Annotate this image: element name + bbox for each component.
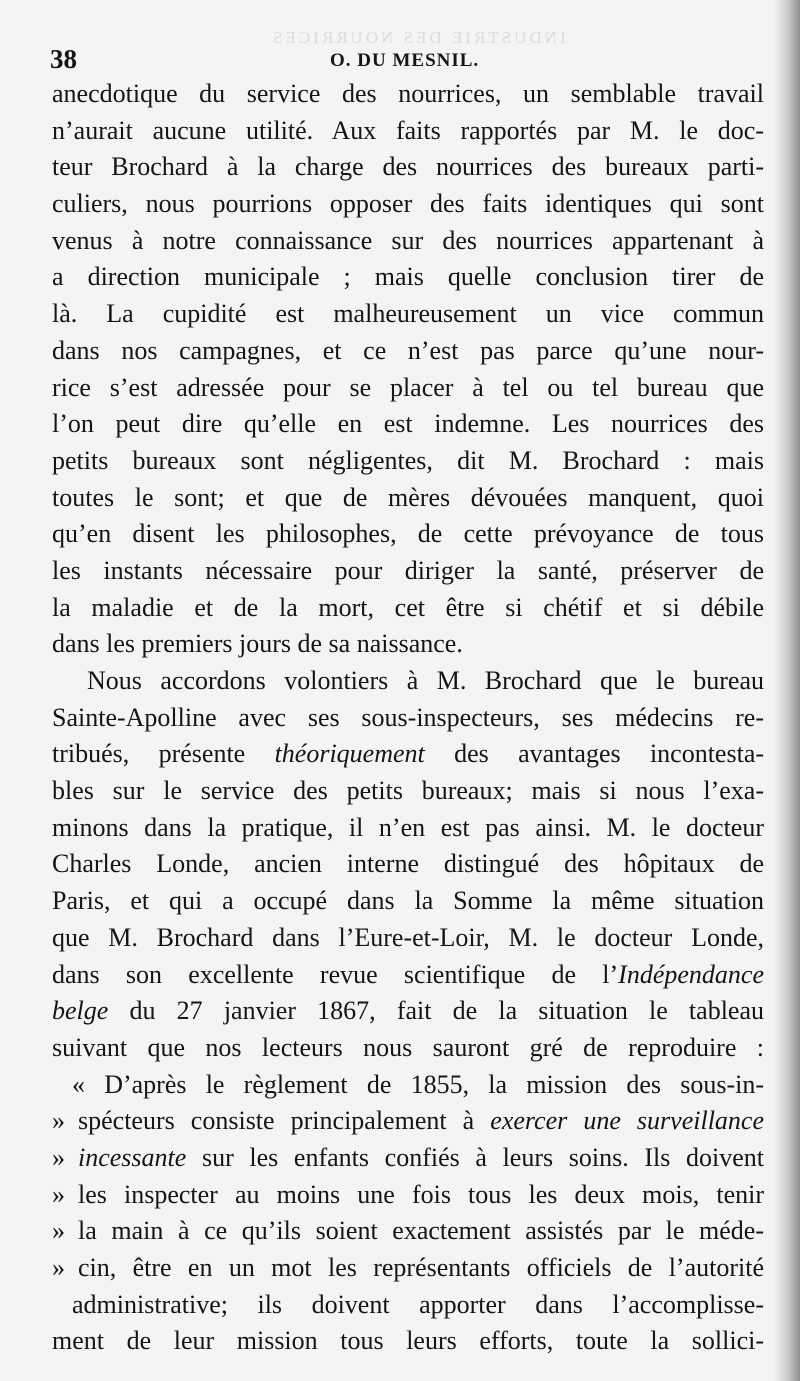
text-line: toutes le sont; et que de mères dévouées manquent, quoi (52, 482, 764, 512)
quote-line (52, 1250, 764, 1287)
text-span: des avantages incontesta- (454, 739, 765, 769)
body-text (52, 76, 764, 1360)
text-line (52, 736, 764, 773)
text-span: sur les enfants confiés à leurs soins. Ils doivent (201, 1142, 764, 1172)
text-line: minons dans la pratique, il n’en est pas ainsi. M. le docteur (52, 812, 764, 842)
quote-line (52, 1140, 764, 1177)
text-line: teur Brochard à la charge des nourrices des bureaux parti- (52, 152, 764, 182)
text-line: les instants nécessaire pour diriger la santé, préserver de (52, 555, 764, 585)
text-line (52, 993, 764, 1030)
text-line: anecdotique du service des nourrices, un semblable travail (52, 79, 764, 108)
text-line: culiers, nous pourrions opposer des faits identiques qui sont (52, 189, 764, 219)
italic-span: incessante (78, 1142, 187, 1172)
quote-line: ment de leur mission tous leurs efforts, toute la sollici- (52, 1326, 764, 1356)
text-span: les inspecter au moins une fois tous les deux mois, tenir (78, 1179, 764, 1209)
text-line: rice s’est adressée pour se placer à tel ou tel bureau que (52, 372, 764, 402)
running-header (50, 38, 750, 78)
page-edge-shadow (774, 0, 800, 1381)
guillemet: » (52, 1216, 65, 1246)
text-line: là. La cupidité est malheureusement un vice commun (52, 299, 764, 329)
paragraph-start-line: Nous accordons volontiers à M. Brochard que le bureau (87, 666, 764, 695)
text-line: suivant que nos lecteurs nous sauront gré de reproduire : (52, 1032, 764, 1062)
italic-span: théoriquement (274, 739, 425, 769)
text-line: n’aurait aucune utilité. Aux faits rapportés par M. le doc- (52, 115, 764, 145)
page-number: 38 (50, 44, 77, 74)
quote-line: administrative; ils doivent apporter dans l’accomplisse- (72, 1289, 764, 1319)
italic-span: exercer une surveillance (490, 1106, 765, 1136)
quote-start-line: « D’après le règlement de 1855, la mission des sous-in- (72, 1069, 764, 1099)
italic-span: Indépendance (618, 959, 764, 989)
guillemet: » (52, 1253, 65, 1282)
text-line: petits bureaux sont négligentes, dit M. Brochard : mais (52, 445, 764, 475)
running-title: O. DU MESNIL. (330, 50, 480, 71)
text-line (52, 957, 764, 994)
guillemet: » (52, 1179, 65, 1209)
text-line: Paris, et qui a occupé dans la Somme la même situation (52, 886, 764, 916)
text-line: la maladie et de la mort, cet être si chétif et si débile (52, 592, 764, 622)
text-span: cin, être en un mot les représentants officiels de l’autorité (78, 1253, 764, 1282)
text-line: venus à notre connaissance sur des nourrices appartenant à (52, 225, 764, 255)
text-line: l’on peut dire qu’elle en est indemne. Les nourrices des (52, 409, 764, 439)
text-line: Charles Londe, ancien interne distingué des hôpitaux de (52, 849, 764, 879)
text-span: tribués, présente (52, 739, 246, 769)
text-line: qu’en disent les philosophes, de cette prévoyance de tous (52, 519, 764, 549)
text-line: bles sur le service des petits bureaux; mais si nous l’exa- (52, 776, 764, 806)
guillemet: » (52, 1142, 65, 1172)
italic-span: belge (52, 996, 109, 1026)
text-line: Sainte-Apolline avec ses sous-inspecteurs, ses médecins re- (52, 702, 764, 732)
guillemet: » (52, 1106, 65, 1136)
bleed-through-text: INDUSTRIE DES NOURRICES (270, 28, 566, 47)
text-line: dans nos campagnes, et ce n’est pas parce qu’une nour- (52, 335, 764, 365)
text-line: dans les premiers jours de sa naissance. (52, 629, 463, 659)
quote-line (52, 1103, 764, 1140)
text-span: du 27 janvier 1867, fait de la situation le tableau (129, 996, 764, 1026)
text-line: que M. Brochard dans l’Eure-et-Loir, M. le docteur Londe, (52, 922, 764, 952)
text-span: dans son excellente revue scientifique de l’ (52, 959, 619, 989)
text-span: la main à ce qu’ils soient exactement assistés par le méde- (78, 1216, 764, 1246)
quote-line (52, 1213, 764, 1250)
quote-line (52, 1177, 764, 1214)
text-line: a direction municipale ; mais quelle conclusion tirer de (52, 262, 764, 292)
text-span: spécteurs consiste principalement à (78, 1106, 475, 1136)
